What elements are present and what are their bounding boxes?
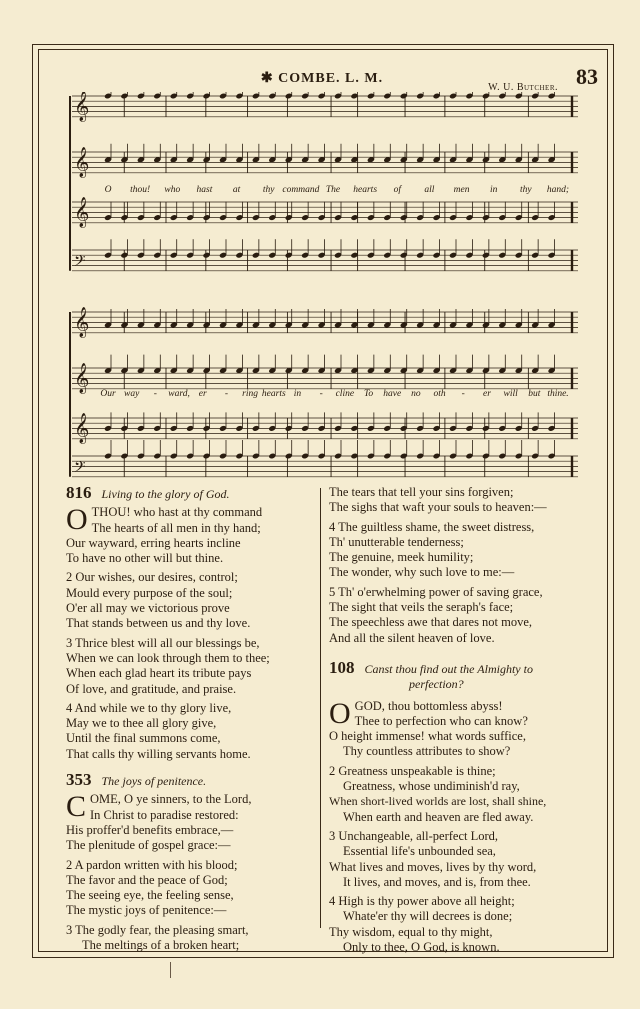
lyric-word: will xyxy=(503,389,518,399)
verse-line: May we to thee all glory give, xyxy=(66,716,217,731)
verse-line: Thee to perfection who can know? xyxy=(354,713,528,728)
drop-cap: C xyxy=(66,790,87,824)
lyric-word: Our xyxy=(100,389,116,399)
lyric-word: er xyxy=(198,389,207,399)
verse-line: The favor and the peace of God; xyxy=(66,872,228,887)
verse-line: 2 A pardon written with his blood; xyxy=(66,857,238,872)
music-score-svg xyxy=(68,92,588,484)
hymn-816-heading xyxy=(66,485,316,502)
verse-line: When each glad heart its tribute pays xyxy=(66,666,252,681)
verse-line: The hearts of all men in thy hand; xyxy=(91,520,261,535)
hymn-108-heading xyxy=(329,657,599,693)
hymn-subtitle: Canst thou find out the Almighty to xyxy=(364,661,533,676)
lyric-word: at xyxy=(232,185,241,195)
tune-title: ✱ COMBE. L. M. xyxy=(260,71,384,86)
verse-line: To have no other will but thine. xyxy=(66,551,224,566)
bass-clef: 𝄢 xyxy=(74,458,86,480)
verse-line: Whate'er thy will decrees is done; xyxy=(343,909,513,924)
lyric-word: - xyxy=(224,389,229,399)
verse-line: The meltings of a broken heart; xyxy=(82,938,240,953)
lyric-word: way xyxy=(124,389,140,399)
printer-mark xyxy=(170,962,171,978)
verse-line: The genuine, meek humility; xyxy=(329,550,474,565)
verse-line: The mystic joys of penitence:— xyxy=(66,903,227,918)
verse-line: O'er all may we victorious prove xyxy=(66,601,230,616)
verse-line: Only to thee, O God, is known. xyxy=(343,940,500,955)
lyric-word: in xyxy=(490,185,498,195)
verse-line: Greatness, whose undiminish'd ray, xyxy=(343,779,520,794)
lyric-word: all xyxy=(424,185,435,195)
lyric-word: - xyxy=(153,389,157,399)
verse-line: The speechless awe that dares not move, xyxy=(329,615,533,630)
treble-clef: 𝄞 xyxy=(74,363,90,394)
verse-line: THOU! who hast at thy command xyxy=(91,505,263,520)
treble-clef: 𝄞 xyxy=(74,413,90,444)
verse-line: When we can look through them to thee; xyxy=(66,650,270,665)
page-number: 83 xyxy=(576,64,598,89)
lyric-word: cline xyxy=(335,389,355,399)
verse-line: The sighs that waft your souls to heaven:— xyxy=(329,500,547,515)
hymn-816-text xyxy=(66,505,316,762)
lyric-word: command xyxy=(282,185,320,195)
verse-line: In Christ to paradise restored: xyxy=(90,807,239,822)
verse-line: And all the silent heaven of love. xyxy=(329,630,495,645)
lyric-word: er xyxy=(482,389,491,399)
lyric-word: hearts xyxy=(261,389,286,399)
hymn-subtitle: Living to the glory of God. xyxy=(101,487,230,501)
verse-line: 4 High is thy power above all height; xyxy=(329,894,515,909)
verse-line: 4 The guiltless shame, the sweet distress, xyxy=(329,519,535,534)
verse-line: 3 Unchangeable, all-perfect Lord, xyxy=(329,828,499,843)
verse-line: 4 And while we to thy glory live, xyxy=(66,700,232,715)
lyric-word: O xyxy=(104,185,112,195)
lyric-word: The xyxy=(325,185,341,195)
verse-line: That calls thy willing servants home. xyxy=(66,746,251,761)
lyric-word: but xyxy=(528,389,541,399)
verse-line: OME, O ye sinners, to the Lord, xyxy=(90,792,252,807)
treble-clef: 𝄞 xyxy=(74,307,90,338)
verse-line: Th' unutterable tenderness; xyxy=(329,534,464,549)
verse-line: 2 Our wishes, our desires, control; xyxy=(66,570,238,585)
verse-line: Until the final summons come, xyxy=(66,731,221,746)
hymn-number: 353 xyxy=(66,770,92,790)
lyric-word: have xyxy=(383,389,402,399)
lyric-word: who xyxy=(164,185,181,195)
bass-clef: 𝄢 xyxy=(74,252,86,274)
verse-line: Of love, and gratitude, and praise. xyxy=(66,681,237,696)
left-column xyxy=(66,485,316,953)
verse-line: What lives and moves, lives by thy word, xyxy=(329,859,537,874)
lyric-word: thy xyxy=(262,185,275,195)
verse-line: Mould every purpose of the soul; xyxy=(66,585,233,600)
verse-line: The seeing eye, the feeling sense, xyxy=(66,888,234,903)
treble-clef: 𝄞 xyxy=(74,92,90,122)
verse-line: The plenitude of gospel grace:— xyxy=(66,838,231,853)
verse-line: GOD, thou bottomless abyss! xyxy=(354,698,503,713)
verse-line: Thy countless attributes to show? xyxy=(343,744,511,759)
lyric-word: - xyxy=(461,389,465,399)
lyric-word: To xyxy=(363,389,374,399)
lyric-word: no xyxy=(411,389,421,399)
music-score xyxy=(68,92,588,484)
verse-line: The wonder, why such love to me:— xyxy=(329,565,515,580)
verse-line: Thy wisdom, equal to thy might, xyxy=(329,924,493,939)
verse-line: 3 Thrice blest will all our blessings be, xyxy=(66,635,260,650)
lyric-word: hearts xyxy=(353,185,378,195)
verse-line: His proffer'd benefits embrace,— xyxy=(66,822,234,837)
hymn-number: 816 xyxy=(66,483,92,502)
verse-line: When short-lived worlds are lost, shall shine, xyxy=(329,794,547,809)
lyric-word: oth xyxy=(433,389,446,399)
drop-cap: O xyxy=(329,696,351,730)
verse-line: 3 The godly fear, the pleasing smart, xyxy=(66,922,249,937)
lyric-word: thou! xyxy=(130,185,151,195)
verse-line: 5 Th' o'erwhelming power of saving grace, xyxy=(329,584,543,599)
verse-line: The tears that tell your sins forgiven; xyxy=(329,485,514,499)
lyric-word: hand; xyxy=(546,185,570,195)
hymn-353-continued xyxy=(329,485,599,646)
lyric-word: in xyxy=(293,389,302,399)
lyric-word: ring xyxy=(242,389,259,399)
treble-clef: 𝄞 xyxy=(74,147,90,178)
lyric-word: ward, xyxy=(168,389,190,399)
treble-clef: 𝄞 xyxy=(74,197,90,228)
hymn-subtitle-cont: perfection? xyxy=(409,677,464,692)
verse-line: When earth and heaven are fled away. xyxy=(343,809,534,824)
verse-line: It lives, and moves, and is, from thee. xyxy=(343,874,531,889)
verse-line: The sight that veils the seraph's face; xyxy=(329,600,514,615)
verse-line: That stands between us and thy love. xyxy=(66,616,251,631)
lyric-word: thine. xyxy=(547,389,569,399)
lyric-word: of xyxy=(393,185,401,195)
hymn-number: 108 xyxy=(329,657,355,677)
composer-credit: W. U. Butcher. xyxy=(488,82,558,93)
verse-line: Essential life's unbounded sea, xyxy=(343,844,496,859)
lyric-word: - xyxy=(319,389,323,399)
hymn-subtitle: The joys of penitence. xyxy=(101,774,207,789)
drop-cap: O xyxy=(66,503,88,537)
verse-line: O height immense! what words suffice, xyxy=(329,729,526,744)
hymn-353-text xyxy=(66,792,316,953)
column-divider xyxy=(320,488,321,928)
hymn-353-heading xyxy=(66,772,316,789)
lyric-word: hast xyxy=(196,185,213,195)
verse-line: Our wayward, erring hearts incline xyxy=(66,535,241,550)
hymn-108-text xyxy=(329,696,599,956)
lyric-word: thy xyxy=(520,185,532,195)
right-column xyxy=(329,485,599,955)
lyric-word: men xyxy=(453,185,470,195)
verse-line: 2 Greatness unspeakable is thine; xyxy=(329,763,496,778)
